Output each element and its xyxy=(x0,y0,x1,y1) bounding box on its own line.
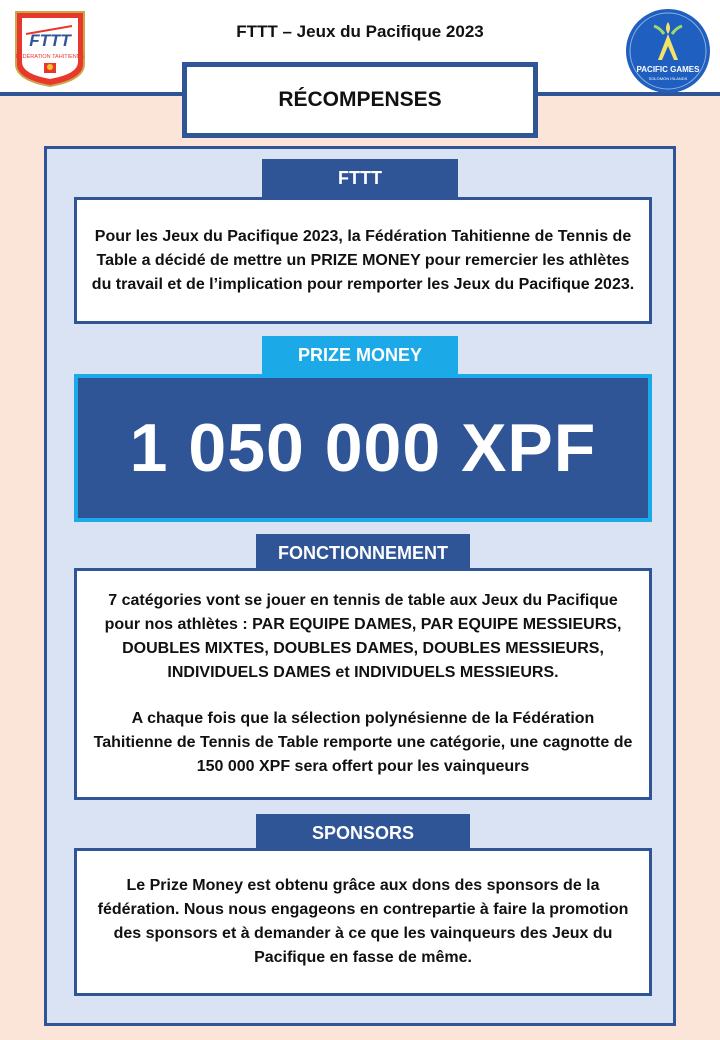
fttt-section-box xyxy=(74,197,652,324)
fttt-section-text: Pour les Jeux du Pacifique 2023, la Fédération Tahitienne de Tennis de Table a décidé de mettre un PRIZE MONEY pour remercier les athlètes du travail et de l’implication pour remporter les Jeux du Pacifique 2023. xyxy=(91,227,635,293)
sponsors-section-box xyxy=(74,848,652,996)
svg-text:SOLOMON ISLANDS: SOLOMON ISLANDS xyxy=(648,76,688,81)
fonctionnement-text-2: A chaque fois que la sélection polynésienne de la Fédération Tahitienne de Tennis de Table remporte une catégorie, une cagnotte de 150 000 XPF sera offert pour les vainqueurs xyxy=(93,710,633,775)
fonctionnement-section-label: FONCTIONNEMENT xyxy=(256,534,470,572)
fonctionnement-text-1: 7 catégories vont se jouer en tennis de table aux Jeux du Pacifique pour nos athlètes : PAR EQUIPE DAMES, PAR EQUIPE MESSIEURS, DOUBLES MIXTES, DOUBLES DAMES, DOUBLES MESSIEURS, INDIVIDUELS DAMES et INDIVIDUELS MESSIEURS. xyxy=(104,592,622,681)
prize-money-label: PRIZE MONEY xyxy=(262,336,458,374)
prize-amount-box xyxy=(74,374,652,522)
pacific-games-logo-icon xyxy=(624,8,712,94)
header-title: FTTT – Jeux du Pacifique 2023 xyxy=(236,22,484,41)
pacific-games-logo-text: PACIFIC GAMES xyxy=(636,65,700,74)
fonctionnement-section-box xyxy=(74,568,652,800)
svg-text:FÉDÉRATION TAHITIENNE: FÉDÉRATION TAHITIENNE xyxy=(15,54,85,60)
prize-amount: 1 050 000 XPF xyxy=(78,378,648,518)
recompenses-banner xyxy=(182,62,538,138)
svg-text:FTTT: FTTT xyxy=(29,31,71,50)
sponsors-section-text: Le Prize Money est obtenu grâce aux dons des sponsors de la fédération. Nous nous engageons en contrepartie à faire la promotion des sponsors et à demander à ce que les vainqueurs des Jeux du Pacifique en fasse de même. xyxy=(97,877,629,966)
fttt-logo-icon xyxy=(12,8,88,88)
recompenses-title: RÉCOMPENSES xyxy=(187,67,533,133)
fttt-section-label: FTTT xyxy=(262,159,458,197)
sponsors-section-label: SPONSORS xyxy=(256,814,470,852)
